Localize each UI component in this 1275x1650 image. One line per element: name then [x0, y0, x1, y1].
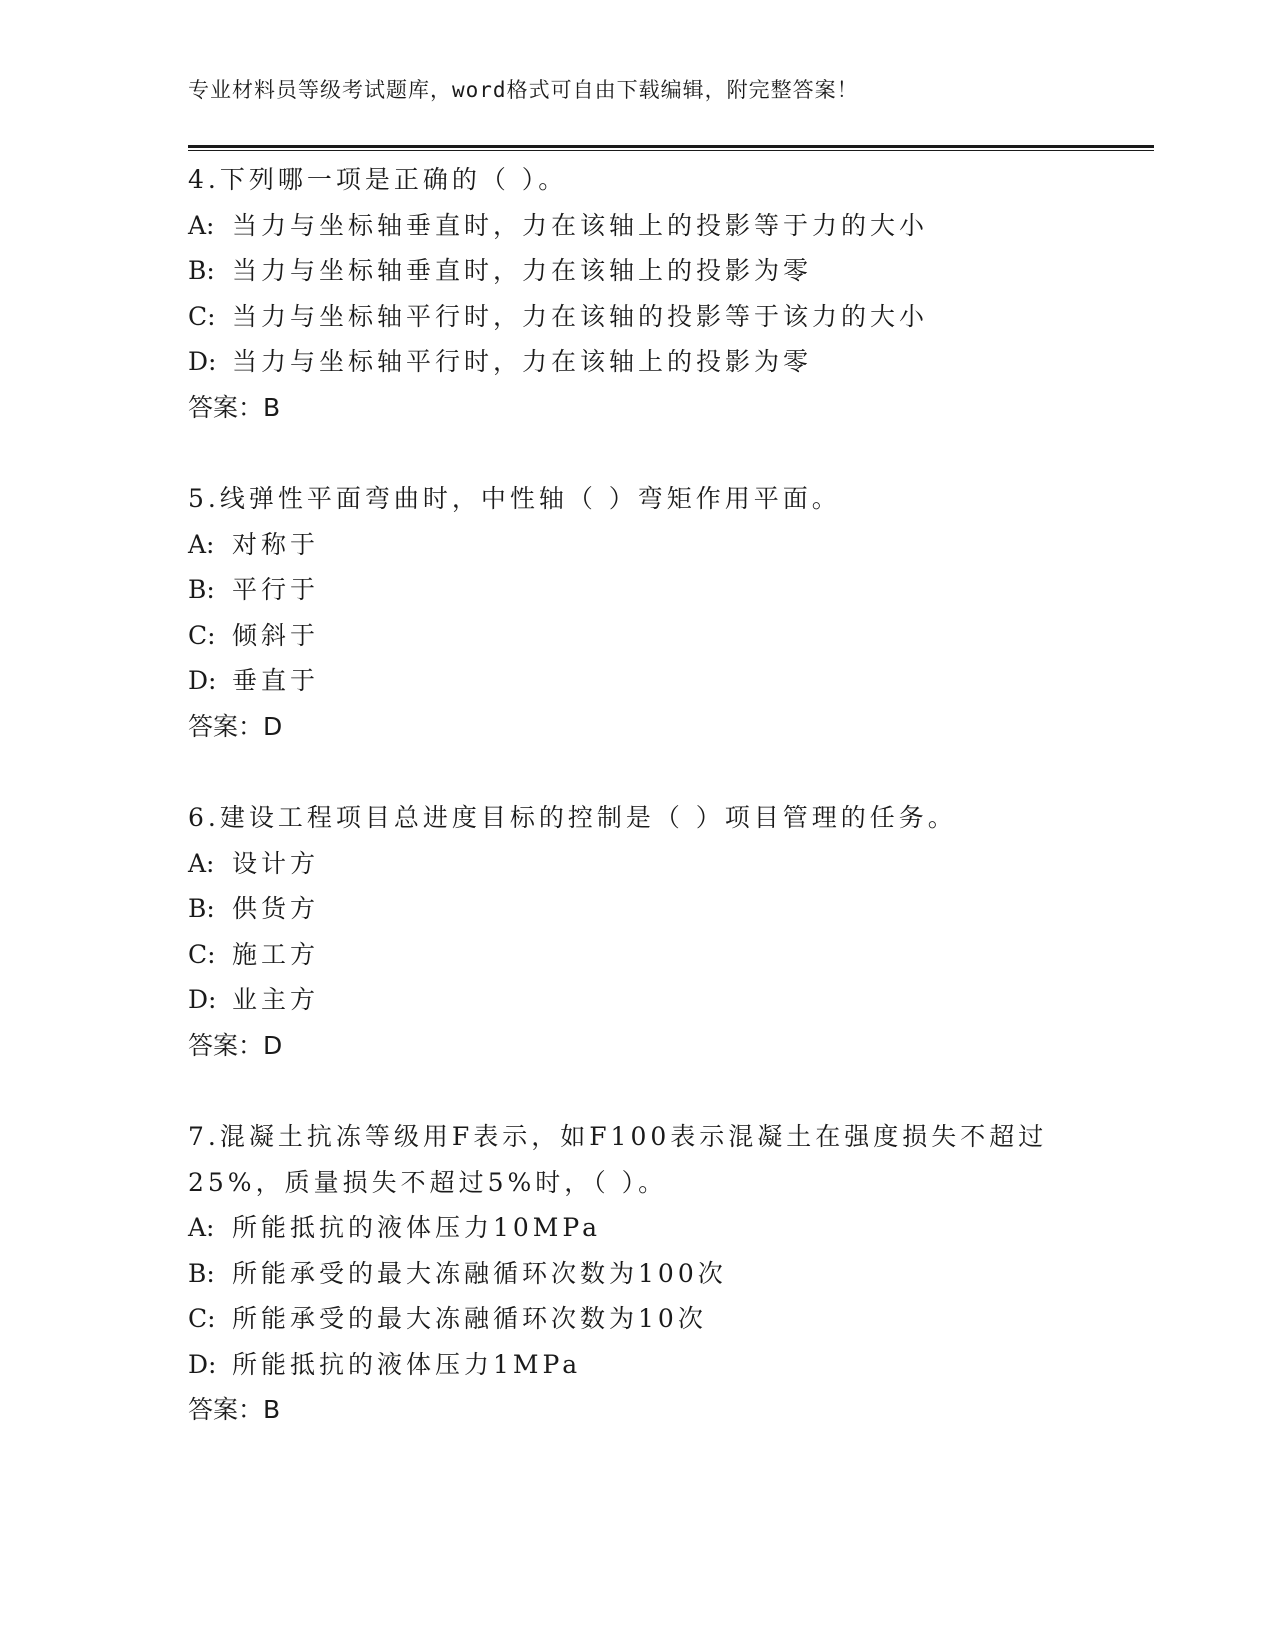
option-letter: A:: [188, 848, 215, 878]
header-rule-thin: [188, 150, 1154, 151]
option-d: [188, 658, 1088, 704]
option-b: [188, 248, 1088, 294]
option-letter: B:: [188, 256, 215, 285]
option-letter: D:: [188, 985, 217, 1014]
option-letter: B:: [188, 1258, 215, 1288]
option-a: [188, 1205, 1088, 1251]
option-c: [188, 613, 1088, 659]
header-rule-thick: [188, 145, 1154, 148]
option-text: 当力与坐标轴平行时，力在该轴的投影等于该力的大小: [232, 301, 929, 331]
option-a: [188, 203, 1088, 249]
answer-line: 答案：D: [188, 1030, 283, 1060]
option-text: 倾斜于: [232, 620, 320, 650]
question-stem: 7.混凝土抗冻等级用F表示，如F100表示混凝土在强度损失不超过: [188, 1122, 1048, 1151]
option-letter: C:: [188, 939, 216, 969]
option-text: 所能抵抗的液体压力1MPa: [232, 1349, 582, 1379]
question-7: [188, 1114, 1088, 1433]
option-letter: D:: [188, 1349, 217, 1379]
option-text: 所能承受的最大冻融循环次数为100次: [232, 1258, 727, 1288]
option-letter: C:: [188, 1304, 216, 1333]
option-d: [188, 339, 1088, 385]
option-letter: A:: [188, 529, 215, 559]
option-a: [188, 522, 1088, 568]
question-stem: 6.建设工程项目总进度目标的控制是（ ）项目管理的任务。: [188, 803, 957, 832]
option-c: [188, 932, 1088, 978]
question-spacer: [188, 430, 1088, 476]
option-letter: A:: [188, 1213, 215, 1242]
option-text: 垂直于: [232, 666, 320, 695]
option-text: 当力与坐标轴垂直时，力在该轴上的投影等于力的大小: [232, 210, 929, 240]
option-text: 当力与坐标轴平行时，力在该轴上的投影为零: [232, 347, 813, 376]
option-b: [188, 886, 1088, 932]
option-text: 所能承受的最大冻融循环次数为10次: [232, 1304, 707, 1333]
option-letter: B:: [188, 575, 215, 604]
question-5: [188, 476, 1088, 749]
option-c: [188, 294, 1088, 340]
option-text: 对称于: [232, 529, 320, 559]
option-letter: A:: [188, 210, 215, 240]
question-stem-continued: 25%，质量损失不超过5%时，（ ）。: [188, 1167, 668, 1197]
option-letter: B:: [188, 894, 215, 923]
option-letter: C:: [188, 620, 216, 650]
answer-line: 答案：B: [188, 1395, 281, 1424]
option-text: 所能抵抗的液体压力10MPa: [232, 1213, 602, 1242]
question-stem: 5.线弹性平面弯曲时，中性轴（ ）弯矩作用平面。: [188, 484, 841, 513]
page-header: 专业材料员等级考试题库，word格式可自由下载编辑，附完整答案！: [188, 78, 859, 102]
option-d: [188, 1342, 1088, 1388]
question-stem: 4.下列哪一项是正确的（ ）。: [188, 165, 568, 194]
question-spacer: [188, 1068, 1088, 1114]
option-text: 业主方: [232, 985, 320, 1014]
option-d: [188, 977, 1088, 1023]
option-letter: C:: [188, 301, 216, 331]
option-b: [188, 567, 1088, 613]
option-text: 平行于: [232, 575, 320, 604]
question-spacer: [188, 749, 1088, 795]
option-text: 设计方: [232, 848, 320, 878]
option-letter: D:: [188, 666, 217, 695]
option-text: 当力与坐标轴垂直时，力在该轴上的投影为零: [232, 256, 813, 285]
question-6: [188, 795, 1088, 1068]
option-text: 供货方: [232, 894, 320, 923]
option-c: [188, 1296, 1088, 1342]
question-4: [188, 157, 1088, 430]
option-b: [188, 1251, 1088, 1297]
option-a: [188, 841, 1088, 887]
option-letter: D:: [188, 347, 217, 376]
option-text: 施工方: [232, 939, 320, 969]
answer-line: 答案：B: [188, 392, 281, 422]
question-list: [188, 157, 1088, 1433]
answer-line: 答案：D: [188, 711, 283, 741]
